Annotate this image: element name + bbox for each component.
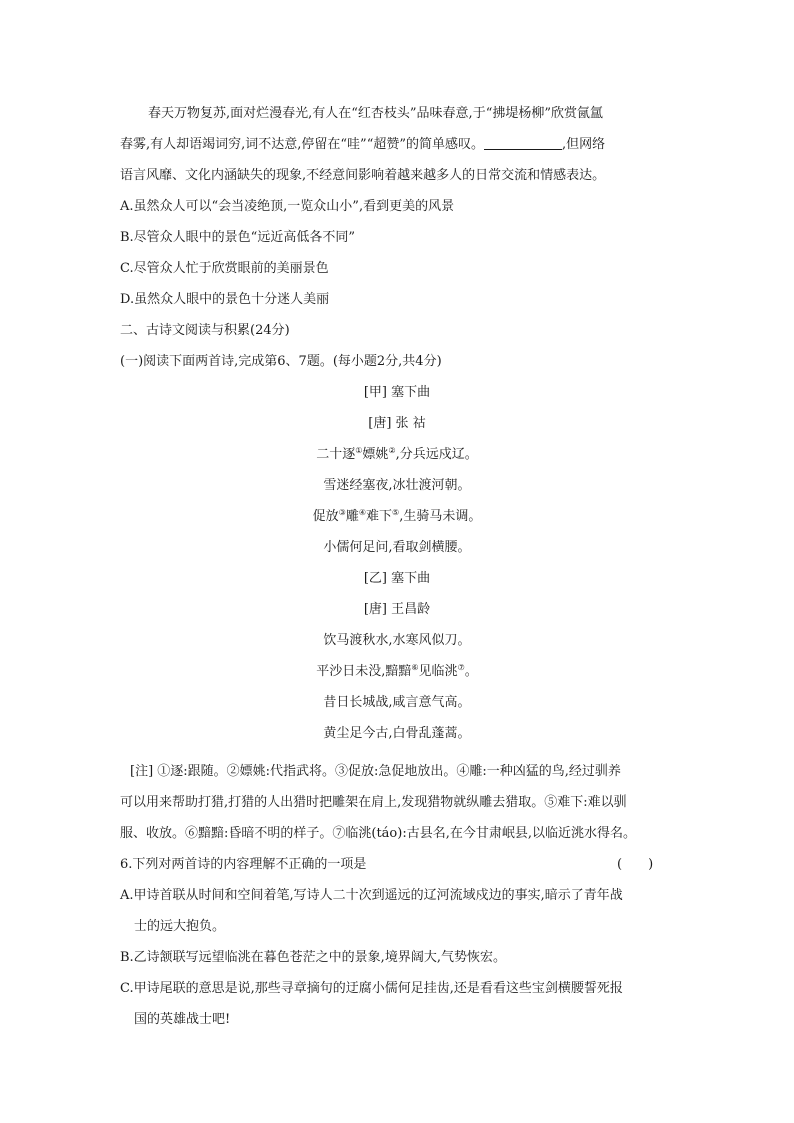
intro-line-1: 春天万物复苏,面对烂漫春光,有人在“红杏枝头”品味春意,于“拂堤杨柳”欣赏氤氲 <box>148 106 603 121</box>
poem2-author: [唐] 王昌龄 <box>363 602 431 617</box>
poem2-title: [乙] 塞下曲 <box>363 571 431 586</box>
poem1-line-3-part: ,生骑马未调。 <box>399 509 482 524</box>
option-c: C.尽管众人忙于欣赏眼前的美丽景色 <box>120 261 329 276</box>
poem2-line-2-part: 见临洮 <box>418 664 458 679</box>
option-d: D.虽然众人眼中的景色十分迷人美丽 <box>120 292 330 307</box>
note-marker: ① <box>355 446 363 455</box>
poem2-line-2-part: 平沙日未没,黯黯 <box>316 664 412 679</box>
poem1-line-3-part: 雕 <box>345 509 359 524</box>
poem2-line-2-part: 。 <box>464 664 478 679</box>
intro-line-3: 语言风靡、文化内涵缺失的现象,不经意间影响着越来越多人的日常交流和情感表达。 <box>120 168 606 183</box>
q6-option-a-line-2: 士的远大抱负。 <box>134 919 226 934</box>
notes-line-3: 服、收放。⑥黯黯:昏暗不明的样子。⑦临洮(táo):古县名,在今甘肃岷县,以临近洮水得名。 <box>120 826 636 841</box>
answer-blank[interactable] <box>484 137 562 150</box>
poem1-line-1-part: 二十逐 <box>316 447 356 462</box>
poem2-line-2 <box>0 664 794 680</box>
poem2-line-1: 饮马渡秋水,水寒风似刀。 <box>323 633 471 648</box>
poem1-author: [唐] 张 祜 <box>368 416 426 431</box>
poem1-line-3-part: 难下 <box>366 509 393 524</box>
poem1-line-1 <box>0 447 794 463</box>
notes-line-2: 可以用来帮助打猎,打猎的人出猎时把雕架在肩上,发现猎物就纵雕去猎取。⑤难下:难以驯 <box>120 795 627 810</box>
poem1-title: [甲] 塞下曲 <box>363 385 431 400</box>
poem1-line-1-part: 嫖姚 <box>362 447 389 462</box>
poem1-line-3 <box>0 509 794 525</box>
question-6-stem: 6.下列对两首诗的内容理解不正确的一项是 <box>120 857 367 872</box>
q6-option-b: B.乙诗颔联写远望临洮在暮色苍茫之中的景象,境界阔大,气势恢宏。 <box>120 950 506 965</box>
answer-parentheses[interactable]: ( ) <box>617 857 654 872</box>
poem1-line-2: 雪迷经塞夜,冰壮渡河朝。 <box>323 478 471 493</box>
q6-option-c-line-1: C.甲诗尾联的意思是说,那些寻章摘句的迂腐小儒何足挂齿,还是看看这些宝剑横腰誓死报 <box>120 981 623 996</box>
intro-line-2 <box>120 137 605 153</box>
subsection-heading: (一)阅读下面两首诗,完成第6、7题。(每小题2分,共4分) <box>120 354 442 369</box>
notes-line-1: [注] ①逐:跟随。②嫖姚:代指武将。③促放:急促地放出。④雕:一种凶猛的鸟,经过驯养 <box>130 764 621 779</box>
q6-option-a-line-1: A.甲诗首联从时间和空间着笔,写诗人二十次到遥远的辽河流域戍边的事实,暗示了青年战 <box>120 888 623 903</box>
section-heading: 二、古诗文阅读与积累(24分) <box>120 323 290 338</box>
intro-line-2-tail: ,但网络 <box>561 137 606 152</box>
poem2-line-3: 昔日长城战,咸言意气高。 <box>323 695 471 710</box>
intro-line-2-text: 春雾,有人却语竭词穷,词不达意,停留在“哇”“超赞”的简单感叹。 <box>120 137 484 152</box>
note-marker: ⑦ <box>457 663 465 672</box>
note-marker: ② <box>388 446 396 455</box>
q6-option-c-line-2: 国的英雄战士吧! <box>134 1012 231 1027</box>
note-marker: ⑥ <box>411 663 419 672</box>
option-a: A.虽然众人可以“会当凌绝顶,一览众山小”,看到更美的风景 <box>120 199 455 214</box>
option-b: B.尽管众人眼中的景色“远近高低各不同” <box>120 230 355 245</box>
note-marker: ⑤ <box>392 508 400 517</box>
poem1-line-1-part: ,分兵远戍辽。 <box>395 447 478 462</box>
note-marker: ④ <box>358 508 367 517</box>
poem1-line-4: 小儒何足问,看取剑横腰。 <box>323 540 471 555</box>
note-marker: ③ <box>338 508 346 517</box>
poem2-line-4: 黄尘足今古,白骨乱蓬蒿。 <box>323 726 471 741</box>
poem1-line-3-part: 促放 <box>312 509 339 524</box>
